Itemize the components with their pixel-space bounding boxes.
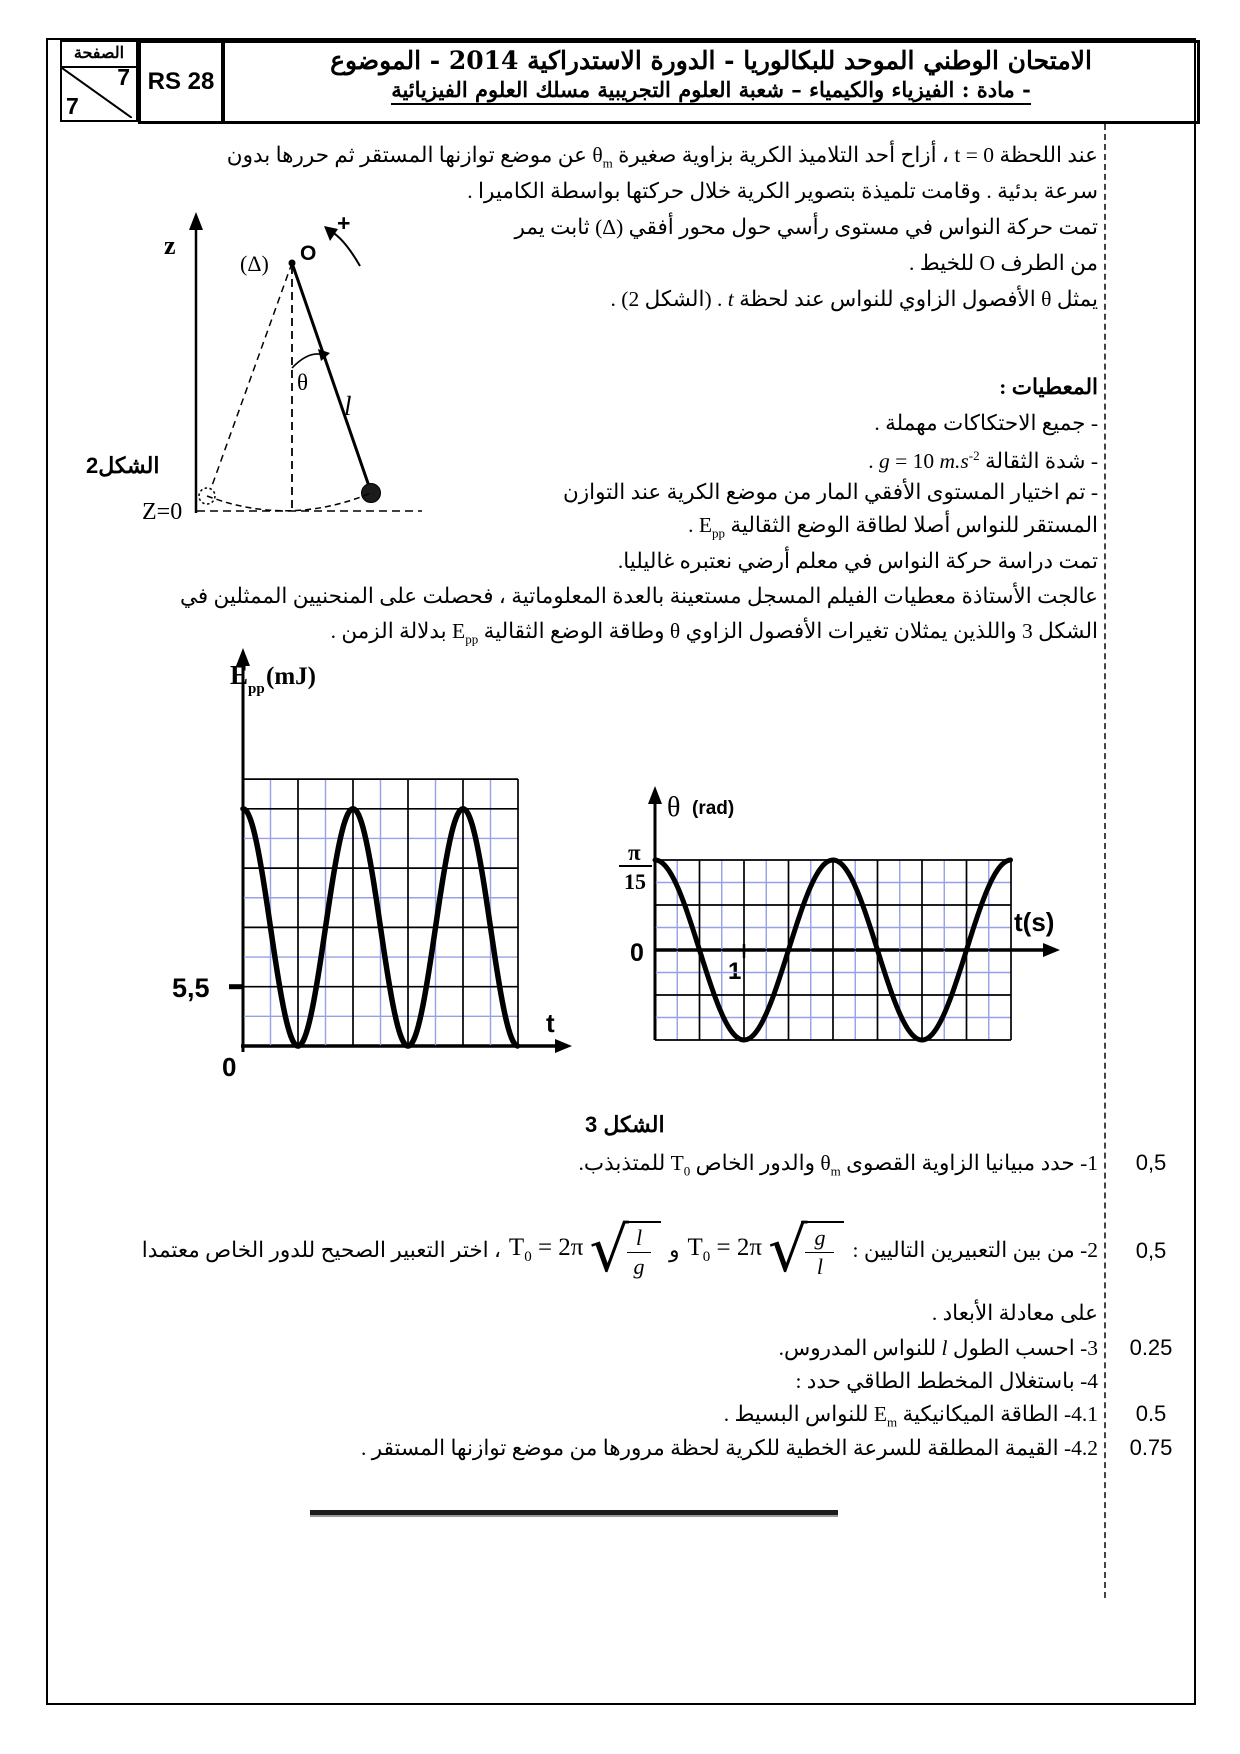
trajectory-arc — [207, 493, 371, 511]
z-axis-label: z — [164, 231, 176, 260]
theta-angle-label: θ — [297, 370, 309, 395]
theta-ylabel-unit: (rad) — [692, 798, 735, 819]
theta-y-axis-arrow-icon — [648, 786, 662, 804]
pivot-label: O — [300, 242, 317, 265]
intro-line-4: من الطرف O للخيط . — [908, 251, 1098, 275]
processing-line-2: الشكل 3 واللذين يمثلان تغيرات الأفصول الزاوي θ وطاقة الوضع الثقالية $E_{pp}$ بدلالة الزمن . — [330, 619, 1098, 647]
question-4-head: 4- باستغلال المخطط الطاقي حدد : — [795, 1369, 1098, 1393]
theta-ytick-numerator: π — [628, 840, 641, 865]
question-1-mark: 0,5 — [1135, 1150, 1167, 1175]
question-3: 3- احسب الطول l للنواس المدروس. — [778, 1336, 1098, 1360]
z-axis-arrow-icon — [189, 212, 203, 230]
given-reference-line-1: - تم اختيار المستوى الأفقي المار من موضع الكرية عند التوازن — [563, 480, 1098, 504]
theta-grid — [655, 860, 1011, 1040]
theta-x-axis-arrow-icon — [1043, 943, 1060, 957]
given-frictions: - جميع الاحتكاكات مهملة . — [874, 411, 1098, 435]
intro-line-1: عند اللحظة t = 0 ، أزاح أحد التلاميذ الكرية بزاوية صغيرة $\theta_m$ عن موضع توازنها المستقر ثم حررها بدون — [226, 143, 1098, 171]
theta-origin-label: 0 — [630, 939, 644, 967]
epp-xlabel: t — [546, 1008, 555, 1038]
page-number-current: 7 — [117, 64, 130, 90]
page-number-diagonal-cell — [62, 64, 136, 119]
epp-origin-label: 0 — [222, 1052, 237, 1082]
theta-xlabel: t(s) — [1014, 907, 1055, 937]
figure3-theta-chart — [570, 770, 1100, 1080]
question-2-text-pre: 2- من بين التعبيرين التاليين : — [852, 1237, 1098, 1262]
question-2-text-post: ، اختر التعبير الصحيح للدور الخاص معتمدا — [141, 1237, 501, 1262]
radical-sign-icon: √ — [767, 1213, 808, 1286]
period-formula-g-over-l: $T_0 = 2\pi$ √ g l — [687, 1221, 844, 1279]
period-formula-l-over-g: $T_0 = 2\pi$ √ l g — [509, 1221, 661, 1279]
intro-line-5: يمثل θ الأفصول الزاوي للنواس عند لحظة t . (الشكل 2) . — [610, 287, 1098, 311]
question-4-2: 4.2- القيمة المطلقة للسرعة الخطية للكرية لحظة مرورها من موضع توازنها المستقر . — [361, 1436, 1098, 1460]
page-number-total: 7 — [66, 93, 79, 119]
page-number-label: الصفحة — [62, 42, 136, 68]
theta-xtick-label: 1 — [728, 958, 742, 985]
question-4-1-mark: 0.5 — [1135, 1401, 1167, 1426]
epp-ytick-label: 5,5 — [172, 973, 210, 1003]
radical-sign-icon: √ — [589, 1213, 629, 1286]
theta-ylabel-symbol: θ — [667, 792, 681, 823]
figure3-caption: الشكل 3 — [585, 1112, 665, 1137]
theta-ytick-denominator: 15 — [624, 869, 646, 894]
end-divider — [310, 1510, 838, 1517]
study-frame-line: تمت دراسة حركة النواس في معلم أرضي نعتبره غاليليا. — [617, 549, 1098, 573]
question-4-1: 4.1- الطاقة الميكانيكية $E_m$ للنواس البسيط . — [723, 1402, 1098, 1430]
givens-title: المعطيات : — [999, 375, 1098, 399]
question-1: 1- حدد مبيانيا الزاوية القصوى $\theta_m$ والدور الخاص $T_0$ للمتذبذب. — [578, 1151, 1098, 1179]
figure2-pendulum-diagram — [80, 200, 440, 530]
question-2-line2: على معادلة الأبعاد . — [931, 1301, 1098, 1325]
theta-angle-arc — [292, 354, 324, 368]
question-4-2-mark: 0.75 — [1129, 1435, 1173, 1460]
epp-ylabel-symbol: E — [230, 660, 249, 690]
marks-column-dashed-separator — [1104, 124, 1106, 1598]
exam-code: RS 28 — [138, 40, 224, 124]
processing-line-1: عالجت الأستاذة معطيات الفيلم المسجل مستعينة بالعدة المعلوماتية ، فحصلت على المنحنيين الممثلين في — [179, 584, 1098, 608]
positive-direction-label: + — [337, 210, 351, 236]
question-2 — [142, 1206, 1098, 1294]
given-gravity: - شدة الثقالة g = 10 $m.s^{-2}$ . — [868, 448, 1098, 474]
given-reference-line-2: المستقر للنواس أصلا لطاقة الوضع الثقالية $E_{pp}$ . — [688, 513, 1098, 541]
z0-label: Z=0 — [142, 499, 183, 525]
intro-line-3: تمت حركة النواس في مستوى رأسي حول محور أفقي (Δ) ثابت يمر — [514, 215, 1098, 239]
question-2-conjunction: و — [669, 1237, 680, 1262]
positive-direction-arrow — [332, 232, 360, 266]
figure2-caption: الشكل2 — [86, 453, 160, 478]
question-2-mark: 0,5 — [1135, 1238, 1167, 1263]
rod-length-label: l — [344, 391, 352, 421]
epp-ylabel-subscript: pp — [248, 681, 265, 697]
exam-header — [222, 40, 1200, 124]
page-number-box — [60, 40, 138, 122]
pendulum-rod-initial-dashed — [209, 263, 292, 494]
pendulum-ball — [362, 484, 381, 503]
intro-line-2: سرعة بدئية . وقامت تلميذة بتصوير الكرية خلال حركتها بواسطة الكاميرا . — [467, 179, 1098, 203]
figure3-epp-chart — [160, 640, 590, 1100]
delta-axis-label: (Δ) — [240, 251, 269, 276]
exam-title-line2: - مادة : الفيزياء والكيمياء – شعبة العلوم التجريبية مسلك العلوم الفيزيائية — [225, 77, 1197, 102]
exam-title-line1: الامتحان الوطني الموحد للبكالوريا - الدورة الاستدراكية 2014 - الموضوع — [330, 46, 1092, 75]
epp-ylabel-unit: (mJ) — [266, 663, 316, 690]
question-3-mark: 0.25 — [1129, 1335, 1173, 1360]
